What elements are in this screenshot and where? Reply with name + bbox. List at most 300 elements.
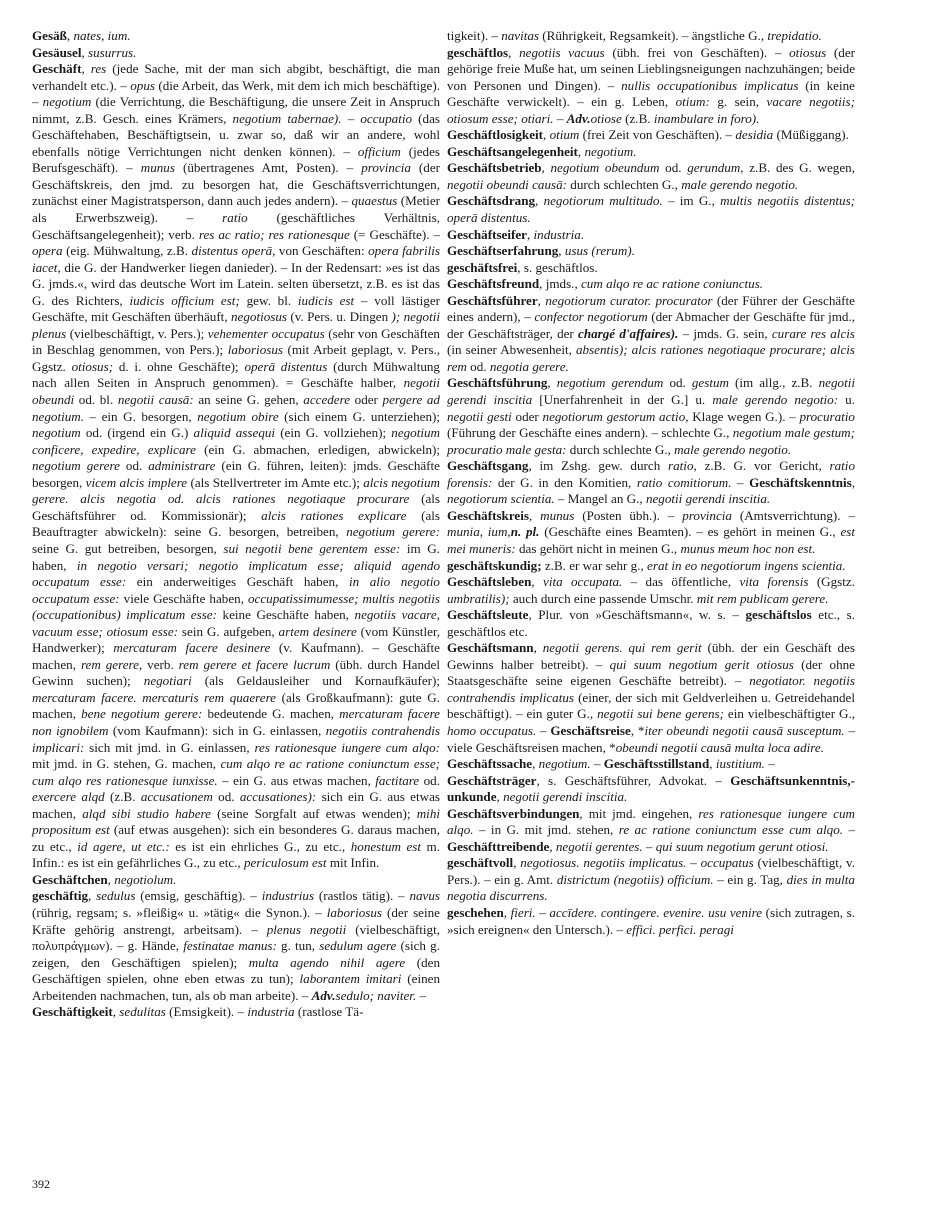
entry-text: , im Zshg. gew. durch [528, 458, 669, 474]
entry-text: (Rührigkeit, Regsamkeit). – ängstliche G., [539, 28, 768, 43]
entry-text: sedulus [96, 888, 136, 904]
entry-text: iudicis est [297, 292, 355, 308]
entry-text: negotii sui bene gerens; [597, 706, 724, 722]
entry-text: res rationesque iungere cum alqo. [447, 805, 855, 838]
entry-text: tigkeit). – [447, 28, 502, 43]
entry-text: in negotio versari; negotio implicatum esse; aliquid agendo occupatum esse: [32, 557, 441, 590]
entry-text: (emsig, geschäftig). – [135, 888, 262, 904]
headword: geschäftsfrei [447, 259, 518, 275]
entry-text: , [535, 193, 544, 209]
entry-text: aliquid assequi [193, 425, 276, 441]
entry-text: od. [419, 772, 440, 788]
entry-text: negotii obeundi [32, 375, 440, 408]
entry-text: vehementer occupatus [207, 325, 325, 341]
entry-text: an seine G. gehen, [193, 392, 304, 408]
entry-text: industrius [261, 888, 315, 904]
entry-text: negotium [42, 94, 92, 110]
entry-text: distentus operā, [191, 243, 276, 259]
entry-text: , s. geschäftlos. [517, 259, 598, 275]
entry-text: die G. der Handwerker liegen danieder). – In der Redensart: »es ist das G. jmds.«, wird das deutsche Wort im Latein. selten übersetzt, z.B. es ist das G. des Richters, [32, 259, 440, 308]
entry-text: occupatissimumesse; multis negotiis (occupationibus) implicatum esse: [32, 590, 441, 623]
entry-text: ein vielbeschäftigter G., [724, 706, 855, 722]
entry-text: alcis negotium gerere. alcis negotia od. alcis rationes negotiaque procurare [32, 474, 440, 507]
entry-text: otium: [675, 94, 710, 110]
entry-text: , * [630, 722, 645, 738]
entry-text: – [686, 855, 701, 871]
entry-text: negotium conficere, expedire, explicare [32, 425, 440, 457]
entry-text: alqd sibi studio habere [82, 805, 211, 821]
entry-text: munia, ium, [447, 524, 511, 540]
dictionary-entry [447, 293, 855, 376]
entry-text: von Geschäften: [275, 243, 369, 259]
entry-text: otiosus; [71, 358, 114, 374]
entry-text: (der gehörige freie Muße hat, um seinen Lieblingsneigungen nachzuhängen; beide von Personen und Dingen). – [447, 44, 856, 93]
entry-text: laborantem imitari [299, 971, 402, 987]
entry-text: munus meum hoc non est. [680, 540, 816, 556]
entry-text: confector negotiorum [534, 309, 648, 325]
entry-text: (die Arbeit, das Werk, mit dem ich mich beschäftige). – [32, 77, 440, 110]
entry-text: honestum est [350, 838, 422, 854]
entry-text: laboriosus [227, 342, 283, 358]
entry-text: (als Geldausleiher und Kornaufkäufer); [191, 673, 440, 689]
entry-text: od. [119, 458, 149, 474]
entry-text: , [88, 888, 97, 904]
dictionary-entry [32, 872, 440, 889]
entry-text: mit rem publicam gerere. [696, 590, 829, 606]
entry-text: – im G., [662, 193, 721, 209]
entry-text: , [709, 756, 716, 772]
entry-text: re ac ratione coniunctum esse cum alqo. [618, 822, 844, 838]
entry-text: industria. [533, 226, 585, 242]
dictionary-entry [447, 276, 855, 293]
entry-text: (die Verrichtung, die Beschäftigung, die unsere Zeit in Anspruch nimmt, z.B. Gesch. eines Krämers, [32, 94, 440, 126]
entry-text: nates, ium. [73, 28, 131, 43]
entry-text: – voll lästiger Geschäfte, mit Geschäften überhäuft, [32, 292, 441, 325]
entry-text: (ein G. abmachen, erledigen, abwickeln); [195, 441, 441, 457]
entry-text: qui suum negotium gerit otiosus [609, 656, 794, 672]
entry-text: mercaturam facere non ignobilem [32, 706, 440, 738]
entry-text: occupatus [700, 855, 754, 871]
headword: Geschäftsreise [550, 722, 631, 738]
entry-text: , [496, 789, 504, 805]
entry-text: m. Infin.: es ist ein gefährliches G., zu etc., [32, 838, 441, 871]
entry-text: negotii gerens. qui rem gerit [542, 640, 702, 656]
entry-text: (vielbeschäftigt, v. Pers.). – ein g. Amt. [447, 855, 855, 887]
entry-text: (v. Pers. u. Dingen [287, 309, 392, 325]
entry-text: munus [540, 507, 575, 523]
entry-text: (übh. durch Handel Gewinn suchen); [32, 656, 441, 689]
entry-text: negotii gerentes. – qui suum negotium gerunt otiosi. [555, 838, 829, 854]
entry-text: , [558, 243, 565, 259]
entry-text: (in seiner Abwesenheit, [447, 342, 576, 358]
headword: Geschäftlosigkeit [447, 127, 544, 143]
entry-text: , [513, 855, 521, 871]
dictionary-entry [447, 144, 855, 161]
entry-text: (vom Künstler, Handwerker); [32, 623, 441, 656]
dictionary-entry [447, 855, 855, 905]
headword: Geschäftigkeit [32, 1004, 113, 1020]
entry-text: res [90, 61, 107, 77]
entry-text: negotium. [538, 756, 591, 772]
entry-text: pergere ad negotium. [32, 392, 440, 424]
entry-text: (sich g. zeigen, den Geschäftigen spielen); [32, 938, 440, 970]
entry-text: dies in multa negotia discurrens. [447, 871, 855, 904]
entry-text: negotium obeundum [550, 160, 660, 176]
entry-text: (eig. Mühwaltung, z.B. [62, 243, 192, 259]
entry-text: trepidatio. [767, 28, 822, 43]
headword: Geschäftsführer [447, 292, 538, 308]
headword: Geschäftskreis [447, 507, 529, 523]
entry-text: iter obeundi negotii causā susceptum. [644, 722, 845, 738]
headword: Geschäftserfahrung [447, 243, 559, 259]
entry-text: (geschäftliches Verhältnis, Geschäftsangelegenheit); verb. [32, 210, 440, 242]
entry-text: plenus negotii [266, 921, 347, 937]
entry-text: res rationesque iungere cum alqo: [254, 739, 440, 755]
entry-text: [Unerfahrenheit in der G.] u. [532, 392, 713, 408]
entry-text: otiosus [789, 44, 827, 60]
entry-text: otium [549, 127, 580, 143]
entry-text: ratio, [668, 458, 697, 474]
entry-text: od. bl. [74, 392, 118, 408]
entry-text: (Führung der Geschäfte eines andern). – schlechte G., [447, 425, 733, 441]
entry-text: – [590, 756, 604, 772]
entry-text: accusationes): [239, 789, 317, 805]
entry-text: negotii gerendi inscitia. [645, 491, 771, 507]
entry-text: vita forensis [739, 574, 809, 590]
entry-text: opus [130, 77, 155, 93]
entry-text: , [543, 127, 550, 143]
dictionary-entry [447, 45, 855, 128]
headword: Geschäftsleute [447, 607, 529, 623]
entry-text: negotium male gestum; procuratio male gesta: [447, 425, 855, 457]
entry-text: desidia [735, 127, 774, 143]
dictionary-entry [447, 905, 855, 938]
dictionary-entry [447, 508, 855, 558]
entry-text: – viele Geschäftsreisen machen, * [447, 722, 855, 755]
headword: Geschäftsfreund [447, 276, 540, 292]
entry-text: – ein g. Tag, [713, 871, 787, 887]
entry-text: , [503, 904, 511, 920]
entry-text: der G. in den Komitien, [492, 474, 637, 490]
entry-text: gestum [691, 375, 729, 391]
entry-text: negotium tabernae). – occupatio [232, 110, 413, 126]
entry-text: sui negotii bene gerentem esse: [223, 540, 401, 556]
page-number: 392 [32, 1177, 50, 1191]
entry-text: usus (rerum). [564, 243, 635, 259]
entry-text: d. i. ohne Geschäfte); [113, 358, 245, 374]
entry-text: negotii gesti [447, 408, 512, 424]
entry-text: od. [659, 160, 688, 176]
entry-text: , [112, 1004, 120, 1020]
entry-text: negotiis vacare, vacuum esse; otiosum esse: [32, 607, 440, 639]
dictionary-entry [447, 243, 855, 260]
entry-text: od. (irgend ein G.) [80, 425, 194, 441]
dictionary-entry [447, 375, 855, 458]
dictionary-entry [447, 574, 855, 607]
entry-text: , [528, 507, 541, 523]
entry-text: – [731, 474, 750, 490]
entry-text: id agere, ut etc.: [77, 838, 170, 854]
entry-text: (rührig, regsam; s. »fleißig« u. »tätig« die Synon.). – [32, 904, 327, 920]
entry-text: negotiorum curator. procurator [545, 292, 713, 308]
entry-text: ratio forensis: [447, 458, 855, 490]
dictionary-entry [447, 458, 855, 508]
dictionary-entry [447, 558, 855, 575]
entry-text: alcis rationes explicare [261, 507, 407, 523]
entry-text: (einen Arbeitenden nachmachen, tun, als ob man arbeite). – [32, 971, 440, 1003]
entry-text: male gerendo negotio. [674, 441, 792, 457]
entry-text: quaestus [351, 193, 398, 209]
headword: Geschäftskenntnis [749, 474, 852, 490]
entry-text: susurrus. [88, 44, 137, 60]
entry-text: chargé d'affaires). [578, 325, 679, 341]
entry-text: sedulo; naviter. [335, 987, 417, 1003]
entry-text: u. [838, 392, 855, 408]
entry-text: cum alqo re ac ratione coniunctus. [581, 276, 764, 292]
entry-text: (durch Mühwaltung nach allen Seiten in Anspruch genommen). = Geschäfte halber, [32, 358, 440, 391]
entry-text: (frei Zeit von Geschäften). – [579, 127, 736, 143]
entry-text: , jmds., [539, 276, 581, 292]
entry-text: negotiari [143, 673, 192, 689]
entry-text: (vielbeschäftigt, πολυπράγμων). – g. Hände, [32, 921, 440, 954]
entry-text: negotium gerere: [346, 524, 440, 540]
entry-text: , [547, 375, 557, 391]
entry-text: iustitium. [715, 756, 765, 772]
entry-text: (den Geschäftigen spielen, ohne eben etwas zu tun); [32, 954, 441, 987]
entry-text: (z.B. [621, 110, 654, 126]
entry-text: nullis occupationibus implicatus [621, 77, 799, 93]
headword: Geschäftsunkenntnis,-unkunde [447, 772, 855, 805]
entry-text: negotii gerendi inscitia [447, 375, 855, 408]
entry-text: od. [466, 358, 490, 374]
entry-text: cum alqo re ac ratione coniunctum esse; cum alqo res rationesque iunxisse. [32, 756, 440, 788]
entry-text: male gerendo negotio. [681, 176, 799, 192]
entry-text: gerundum, [687, 160, 744, 176]
entry-text: rem gerere, [80, 656, 143, 672]
entry-text: (als Geschäftsführer od. Kommissionär); [32, 491, 440, 523]
entry-text: districtum (negotiis) officium. [556, 871, 714, 887]
entry-text: umbratilis); [447, 590, 510, 606]
dictionary-entry [447, 28, 855, 45]
dictionary-entry [447, 193, 855, 226]
entry-text: ); negotii plenus [32, 309, 440, 341]
entry-text: sein G. aufgeben, [178, 623, 279, 639]
entry-text: (v. Kaufmann). – Geschäfte machen, [32, 640, 440, 672]
entry-text: g. tun, [276, 938, 320, 954]
headword: Geschäft [32, 61, 82, 77]
entry-text: gew. bl. [239, 292, 298, 308]
entry-text: otiose [590, 110, 622, 126]
entry-text: – in G. mit jmd. stehen, [473, 822, 619, 838]
entry-text: sich mit jmd. in G. einlassen, [84, 739, 255, 755]
entry-text: – [764, 756, 775, 772]
dictionary-entry [32, 45, 440, 62]
entry-text: negotium. [584, 143, 637, 159]
dictionary-entry [447, 260, 855, 277]
entry-text: negotia gerere. [489, 358, 569, 374]
entry-text: negotiosus. negotiis implicatus. [520, 855, 687, 871]
entry-text: , [508, 44, 520, 60]
entry-text: , [541, 160, 551, 176]
entry-text: (als Beauftragter abwickeln): seine G. besorgen, betreiben, [32, 507, 440, 540]
entry-text: , [531, 574, 544, 590]
entry-text: homo occupatus. [447, 722, 537, 738]
entry-text: factitare [375, 772, 420, 788]
dictionary-entry [447, 756, 855, 773]
dictionary-entry [447, 607, 855, 640]
entry-text: , s. Geschäftsführer, Advokat. – [536, 772, 731, 788]
entry-text: – ein G. aus etwas machen, [217, 772, 376, 788]
entry-text: in alio negotio occupatum esse: [32, 574, 440, 606]
entry-text: negotium gerendum [556, 375, 664, 391]
entry-text: durch schlechten G., [567, 176, 682, 192]
entry-text: (Ggstz. [808, 574, 855, 590]
headword: Geschäftsträger [447, 772, 537, 788]
right-column [447, 28, 855, 938]
entry-text: rem gerere et facere lucrum [178, 656, 331, 672]
entry-text: exercere alqd [32, 789, 105, 805]
entry-text: (der Führer der Geschäfte eines andern), – [447, 292, 855, 325]
entry-text: officium [357, 143, 401, 159]
entry-text: Adv. [311, 987, 336, 1003]
entry-text: (sehr von Geschäften in Beschlag genommen, von Pers.); [32, 325, 440, 358]
entry-text: negotii causā: [117, 392, 194, 408]
entry-text: navus [409, 888, 441, 904]
entry-text: n. pl. [510, 524, 540, 540]
headword: geschäftskundig; [447, 557, 542, 573]
entry-text: procuratio [799, 408, 855, 424]
entry-text: ratio comitiorum. [636, 474, 732, 490]
entry-text: (ein G. vollziehen); [275, 425, 392, 441]
entry-text: sedulitas [119, 1004, 166, 1020]
entry-text: fieri. – accīdere. contingere. evenire. usu venire [510, 904, 763, 920]
entry-text: industria [247, 1004, 295, 1020]
entry-text: opera fabrilis iacet, [32, 243, 440, 275]
entry-text: negotii obeundi causā: [447, 176, 568, 192]
entry-text: (als Stellvertreter im Amte etc.); [187, 474, 364, 490]
entry-text: oder [511, 408, 543, 424]
entry-text: , [577, 143, 585, 159]
headword: Gesäß [32, 28, 67, 43]
entry-text: negotiorum multitudo. [543, 193, 663, 209]
dictionary-entry [32, 28, 440, 45]
entry-text: , [81, 61, 91, 77]
entry-text: durch schlechte G., [566, 441, 675, 457]
entry-text: od. [212, 789, 240, 805]
entry-text: erat in eo negotiorum ingens scientia. [647, 557, 846, 573]
headword: Geschäftsdrang [447, 193, 536, 209]
entry-text: negotium gerere [32, 458, 120, 474]
entry-text: vita occupata. [543, 574, 623, 590]
entry-text: z.B. G. vor Gericht, [696, 458, 830, 474]
headword: Geschäftsangelegenheit [447, 143, 578, 159]
headword: Geschäftsmann [447, 640, 534, 656]
entry-text: (das Geschäftehaben, Beschäftigtsein, u. zwar so, daß wir an andere, wohl ebenfalls nötige Verrichtungen nicht denken können). – [32, 110, 440, 159]
entry-text: sich ein G. aus etwas machen, [32, 789, 440, 821]
entry-text: multis negotiis distentus; operā distentus. [447, 193, 856, 226]
entry-text: obeundi negotii causā multa loca adire. [615, 739, 824, 755]
dictionary-entry [447, 127, 855, 144]
entry-text: (der seine Kräfte gehörig anstrengt, arbeitsam). – [32, 904, 440, 937]
dictionary-entry [447, 640, 855, 756]
entry-text: negotiosus [231, 309, 288, 325]
entry-text: vacare negotiis; otiosum esse; otiari. [447, 94, 855, 126]
dictionary-entry [447, 773, 855, 806]
dictionary-entry [447, 806, 855, 856]
entry-text: , [549, 838, 556, 854]
entry-text: , [107, 871, 115, 887]
entry-text: negotiolum. [114, 871, 177, 887]
entry-text: operā distentus [244, 358, 328, 374]
entry-text: – [553, 110, 567, 126]
entry-text: (ein G. führen, leiten): jmds. Geschäfte besorgen, [32, 458, 440, 490]
entry-text: Adv. [566, 110, 591, 126]
headword: Geschäftsstillstand [603, 756, 710, 772]
entry-text: (der Abmacher der Geschäfte für jmd., der Geschäftsträger, der [447, 309, 856, 341]
headword: Geschäftsbetrieb [447, 160, 542, 176]
entry-text: (Geschäfte eines Beamten). – es gehört in meinen G., [539, 524, 841, 540]
entry-text: auch durch eine passende Umschr. [509, 590, 697, 606]
entry-text: mihi propositum est [32, 805, 440, 838]
headword: Geschäftsgang [447, 458, 529, 474]
entry-text: keine Geschäfte haben, [216, 607, 355, 623]
entry-text: provincia [361, 160, 411, 176]
entry-text: – ein G. besorgen, [84, 408, 198, 424]
entry-text: z.B. des G. wegen, [743, 160, 855, 176]
entry-text: res ac ratio; res rationesque [198, 226, 350, 242]
entry-text: (z.B. [104, 789, 141, 805]
entry-text: artem desinere [278, 623, 357, 639]
entry-text: viele Geschäfte haben, [119, 590, 248, 606]
entry-text: (übh. der ein Geschäft des Gewinns halber betreibt). – [447, 640, 855, 672]
entry-text: , Plur. von »Geschäftsmann«, w. s. – [528, 607, 746, 623]
headword: Geschäftsführung [447, 375, 548, 391]
entry-text: negotiis vacuus [519, 44, 605, 60]
entry-text: , mit jmd. eingehen, [579, 805, 699, 821]
entry-text: (jede Sache, mit der man sich abgibt, beschäftigt, die man verhandelt etc.). – [32, 61, 441, 93]
entry-text: (= Geschäfte). – [349, 226, 441, 242]
dictionary-entry [447, 227, 855, 244]
entry-text: (als Großkaufmann): gute G. machen, [32, 689, 440, 722]
entry-text: negotium obire [197, 408, 279, 424]
headword: geschäftslos [745, 607, 812, 623]
entry-text: (rastlose Tä- [294, 1004, 364, 1020]
entry-text: (vom Kaufmann): sich in G. einlassen, [108, 722, 326, 738]
entry-text: (der ohne Staatsgeschäfte seine eigenen Geschäfte betreibt). – [447, 656, 855, 689]
entry-text: absentis); alcis rationes negotiaque procurare; alcis rem [447, 342, 855, 374]
entry-text: – jmds. G. sein, [678, 325, 772, 341]
entry-text: (auf etwas ausgehen): sich ein besonderes G. daraus machen, zu etc., [32, 822, 440, 854]
entry-text: , [81, 44, 89, 60]
entry-text: (sich einem G. unterziehen); [278, 408, 440, 424]
entry-text: negotium [32, 425, 81, 441]
entry-text: , [533, 640, 543, 656]
entry-text: im G. haben, [32, 540, 440, 573]
entry-text: (Metier als Erwerbszweig). – [32, 193, 440, 226]
headword: geschäftlos [447, 44, 509, 60]
entry-text: (jedes Berufsgeschäft). – [32, 143, 440, 176]
entry-text: sedulum agere [319, 938, 397, 954]
entry-text: accedere [303, 392, 351, 408]
entry-text: provincia [682, 507, 732, 523]
entry-text: , [532, 756, 539, 772]
headword: Geschäftsleben [447, 574, 532, 590]
entry-text: negotiis contrahendis implicari: [32, 722, 440, 755]
entry-text: (der Geschäftskreis, den jmd. zu besorgen hat, die Geschäftsverrichtungen, zunächst einer Magistratsperson, dann auch jedes andern). – [32, 160, 440, 209]
entry-text: festinatae manus: [183, 938, 277, 954]
dictionary-entry [32, 888, 440, 1004]
entry-text: (mit Arbeit geplagt, v. Pers., Ggstz. [32, 342, 440, 374]
